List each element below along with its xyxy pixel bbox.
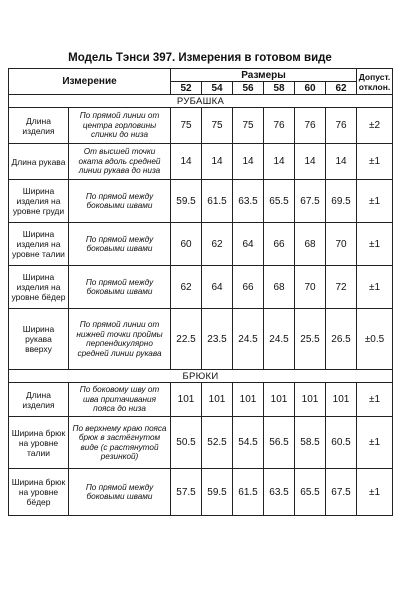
tolerance-value: ±1 (357, 383, 393, 417)
size-value: 69.5 (326, 180, 357, 223)
size-value: 68 (264, 266, 295, 309)
table-row (9, 180, 393, 223)
section-title: РУБАШКА (9, 95, 393, 108)
table-row (9, 266, 393, 309)
tolerance-value: ±1 (357, 266, 393, 309)
section-header-row (9, 370, 393, 383)
size-value: 101 (202, 383, 233, 417)
size-value: 67.5 (295, 180, 326, 223)
size-value: 54.5 (233, 417, 264, 469)
size-value: 56.5 (264, 417, 295, 469)
tolerance-value: ±1 (357, 144, 393, 180)
size-header: 56 (233, 82, 264, 95)
table-row (9, 309, 393, 370)
size-value: 76 (295, 108, 326, 144)
section-header-row (9, 95, 393, 108)
size-value: 26.5 (326, 309, 357, 370)
size-value: 14 (171, 144, 202, 180)
measure-name: Ширина изделия на уровне груди (9, 180, 69, 223)
size-value: 61.5 (233, 469, 264, 516)
measure-description: По прямой между боковыми швами (69, 266, 171, 309)
measure-description: По прямой между боковыми швами (69, 180, 171, 223)
size-value: 101 (264, 383, 295, 417)
header-sizes-label: Размеры (171, 69, 357, 82)
size-value: 76 (264, 108, 295, 144)
size-value: 59.5 (171, 180, 202, 223)
size-value: 62 (171, 266, 202, 309)
measure-description: По прямой линии от нижней точки проймы перпендикулярно средней линии рукава (69, 309, 171, 370)
size-value: 66 (264, 223, 295, 266)
size-value: 101 (295, 383, 326, 417)
size-value: 24.5 (233, 309, 264, 370)
size-value: 63.5 (264, 469, 295, 516)
size-value: 66 (233, 266, 264, 309)
size-value: 14 (264, 144, 295, 180)
size-header: 62 (326, 82, 357, 95)
section-title: БРЮКИ (9, 370, 393, 383)
size-value: 14 (233, 144, 264, 180)
measurements-table (8, 68, 393, 516)
size-value: 75 (202, 108, 233, 144)
table-row (9, 144, 393, 180)
measure-description: По прямой между боковыми швами (69, 469, 171, 516)
size-value: 57.5 (171, 469, 202, 516)
size-value: 65.5 (295, 469, 326, 516)
size-header: 60 (295, 82, 326, 95)
measure-name: Ширина рукава вверху (9, 309, 69, 370)
tolerance-value: ±2 (357, 108, 393, 144)
measure-description: По прямой линии от центра горловины спинки до низа (69, 108, 171, 144)
size-value: 72 (326, 266, 357, 309)
measure-name: Длина изделия (9, 383, 69, 417)
measure-description: По боковому шву от шва притачивания пояса до низа (69, 383, 171, 417)
size-value: 14 (326, 144, 357, 180)
size-value: 60.5 (326, 417, 357, 469)
size-value: 59.5 (202, 469, 233, 516)
size-value: 14 (295, 144, 326, 180)
table-row (9, 417, 393, 469)
size-value: 50.5 (171, 417, 202, 469)
table-row (9, 469, 393, 516)
size-value: 52.5 (202, 417, 233, 469)
table-row (9, 108, 393, 144)
table-row (9, 223, 393, 266)
tolerance-value: ±1 (357, 180, 393, 223)
size-value: 67.5 (326, 469, 357, 516)
measure-name: Ширина изделия на уровне бёдер (9, 266, 69, 309)
size-value: 58.5 (295, 417, 326, 469)
size-value: 70 (295, 266, 326, 309)
size-value: 65.5 (264, 180, 295, 223)
tolerance-value: ±1 (357, 469, 393, 516)
size-value: 75 (171, 108, 202, 144)
size-value: 14 (202, 144, 233, 180)
measure-name: Ширина изделия на уровне талии (9, 223, 69, 266)
size-value: 23.5 (202, 309, 233, 370)
size-value: 101 (233, 383, 264, 417)
size-value: 60 (171, 223, 202, 266)
size-value: 64 (233, 223, 264, 266)
measure-name: Длина изделия (9, 108, 69, 144)
measure-name: Длина рукава (9, 144, 69, 180)
size-value: 64 (202, 266, 233, 309)
size-value: 24.5 (264, 309, 295, 370)
table-body (9, 95, 393, 516)
tolerance-value: ±1 (357, 417, 393, 469)
size-header: 52 (171, 82, 202, 95)
size-value: 101 (326, 383, 357, 417)
size-value: 62 (202, 223, 233, 266)
size-value: 25.5 (295, 309, 326, 370)
size-value: 75 (233, 108, 264, 144)
measure-name: Ширина брюк на уровне бёдер (9, 469, 69, 516)
page-title: Модель Тэнси 397. Измерения в готовом виде (68, 52, 332, 64)
measure-description: По прямой между боковыми швами (69, 223, 171, 266)
size-value: 76 (326, 108, 357, 144)
header-measure: Измерение (9, 69, 171, 95)
size-header: 58 (264, 82, 295, 95)
measure-description: По верхнему краю пояса брюк в застёгнутом виде (с растянутой резинкой) (69, 417, 171, 469)
size-header: 54 (202, 82, 233, 95)
measure-name: Ширина брюк на уровне талии (9, 417, 69, 469)
tolerance-value: ±0.5 (357, 309, 393, 370)
size-value: 63.5 (233, 180, 264, 223)
size-value: 70 (326, 223, 357, 266)
measure-description: От высшей точки оката вдоль средней линии рукава до низа (69, 144, 171, 180)
size-value: 68 (295, 223, 326, 266)
size-value: 101 (171, 383, 202, 417)
size-value: 22.5 (171, 309, 202, 370)
header-tolerance: Допуст. отклон. (357, 69, 393, 95)
table-row (9, 383, 393, 417)
size-value: 61.5 (202, 180, 233, 223)
tolerance-value: ±1 (357, 223, 393, 266)
